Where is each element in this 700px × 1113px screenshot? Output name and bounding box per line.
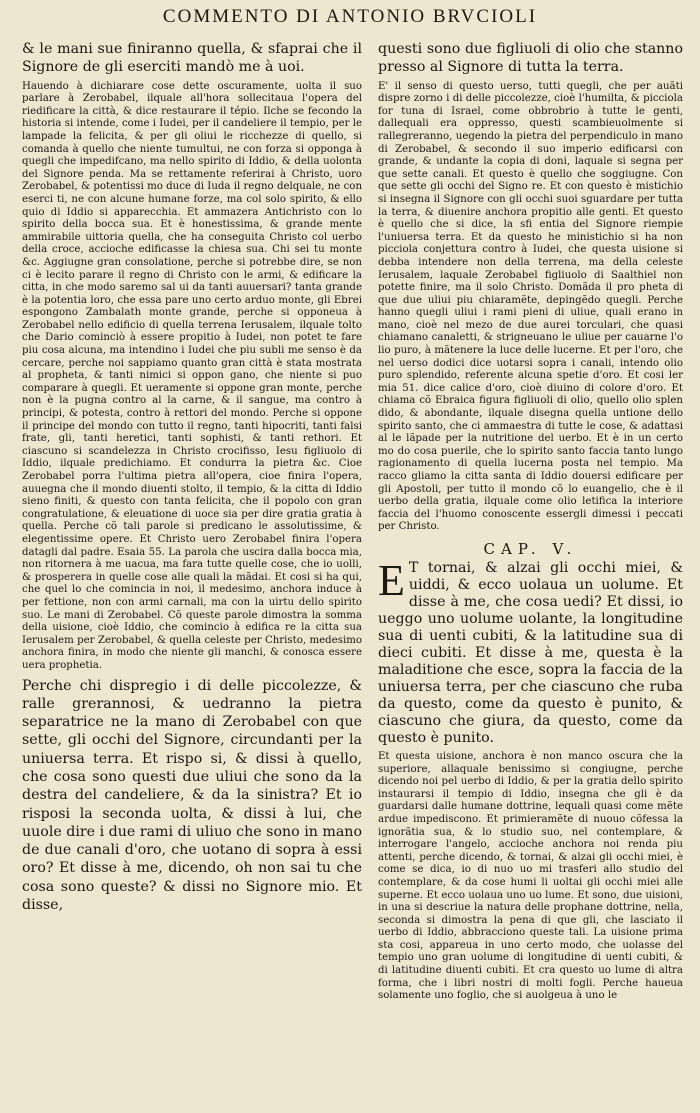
scripture-text: questi sono due figliuoli di olio che stanno presso al Signore di tutta la terra. [378, 41, 683, 76]
left-column [22, 40, 362, 918]
commentary-text: Et questa uisione, anchora è non manco oscura che la superiore, allaquale benissimo si congiugne, perche dicendo noi pel uerbo di Iddio, & per la gratia dello spirito instaurarsi il tempio di Iddio, insegna che gli è da guardarsi dalle humane dottrine, lequali quasi come mẽte ardue impediscono. Et primieramẽte di nuouo cõfessa la ignorãtia sua, & lo studio suo, nel contemplare, & interrogare l'angelo, accioche anchora noi renda piu attenti, perche dicendo, & tornai, & alzai gli occhi miei, è come se dica, io di nuo uo mi trasferi allo studio del contemplare, & da cose humi li uoltai gli occhi miei alle superne. Et ecco uolaua uno uo lume. Et sono, due uisioni, in una si descriue la natura delle prophane dottrine, nella, seconda si dimostra la pena di que gli, che lasciato il uerbo di Iddio, abbracciono queste tali. La uisione prima sta cosi, appareua in uno certo modo, che uolasse del tempio uno gran uolume di longitudine di uenti cubiti, & di latitudine diuenti cubiti. Et cra questo uo lume di altra forma, che i libri nostri di molti fogli. Perche haueua solamente uno foglio, che si auolgeua à uno le [378, 750, 683, 1002]
chapter-opening [378, 555, 683, 747]
chapter-heading: CAP. V. [483, 539, 578, 558]
commentary-text: E' il senso di questo uerso, tutti quegli, che per auãti dispre zorno i di delle piccolezze, cioè l'humilta, & picciola for tuna di Israel, come obbrobrio à tutte le genti, dallequali era oppresso, questi scambieuolmente si rallegreranno, uegendo la pietra del perpendiculo in mano di Zerobabel, & secondo il suo imperio edificarsi con grande, & undante la copia di doni, laquale si segna per que sette canali. Et questo è quello che soggiugne. Con que sette gli occhi del Signo re. Et con questo è mistichio si insegna il Signore con gli occhi suoi sguardare per tutta la terra, & diuenire anchora propitio alle genti. Et questo è quello che si dice, la sfi entia del Signore riempie l'uniuersa terra. Et da questo he ministichio si ha non picciola conjettura contro à Iudei, che questa uisione si debba intendere non della terrena, ma della celeste Ierusalem, laquale Zerobabel figliuolo di Saalthiel non potette finire, ma il solo Christo. Domãda il pro pheta di que due uliui piu chiaramẽte, depingẽdo quegli. Perche hanno quegli uliui i rami pieni di uliue, quali erano in mano, cioè nel mezo de due aurei torculari, che quasi chiamano canaletti, & strigneuano le uliue per cauarne l'o lio puro, à mãtenere la luce delle lucerne. Et per l'oro, che nel uerso dodici dice uotarsi sopra i canali, intendo olio puro splendido, referente alcuna spetie d'oro. Et cosi ler mia 51. dice calice d'oro, cioè diuino di colore d'oro. Et chiama cõ Ebraica figura figliuoli di olio, quello olio splen dido, & abondante, ilquale disegna quella untione dello spirito santo, che ci ammaestra di tutte le cose, & adattasi al le lãpade per la nutritione del uerbo. Et è in un certo mo do cosa puerile, che lo spirito santo faccia tanto lungo ragionamento di quella lucerna posta nel tempio. Ma racco gliamo la citta santa di Iddio douersi edificare per gli Apostoli, per tutto il mondo cõ lo euangelio, che è il uerbo della gratia, ilquale come olio letifica la interiore faccia del l'huomo conoscente essergli dimessi i peccati per Christo. [378, 80, 683, 533]
drop-cap: E [378, 555, 405, 605]
scripture-text: Perche chi dispregio i di delle piccolezze, & ralle grerannosi, & uedranno la pietra separatrice ne la mano di Zerobabel con que sette, gli occhi del Signore, circundanti per la uniuersa terra. Et rispo si, & dissi à quello, che cosa sono questi due uliui che sono da la destra del candeliere, & da la sinistra? Et io risposi la seconda uolta, & dissi à lui, che uuole dire i due rami di uliuo che sono in mano de due canali d'oro, che uotano di sopra à essi oro? Et disse à me, dicendo, oh non sai tu che cosa sono queste? & dissi no Signore mio. Et disse, [22, 677, 362, 914]
chapter-opening-text: T tornai, & alzai gli occhi miei, & uiddi, & ecco uolaua un uolume. Et disse à me, che cosa uedi? Et dissi, io ueggo uno uolume uolante, la longitudine sua di uenti cubiti, & la latitudine sua di dieci cubiti. Et disse à me, questa è la maladitione che esce, sopra la faccia de la uniuersa terra, per che ciascuno che ruba da questo, come da questo è punito, & ciascuno che giura, da questo, come da questo è punito. [378, 559, 683, 746]
commentary-text: Hauendo à dichiarare cose dette oscuramente, uolta il suo parlare à Zerobabel, ilquale all'hora sollecitaua l'opera del riedificare la città, & dice restaurare il tépio. Ilche se fecondo la historia si intende, come i Iudei, per il candeliere il tempio, per le lampade la felicita, & per gli oliui le ricchezze di quello, si comanda à quello che niente tumultui, ne con forza si opponga à quegli che impedifcano, ma nello spirito di Iddio, & della uolonta del Signore penda. Ma se rettamente referirai à Christo, uoro Zerobabel, & potentissi mo duce di Iuda il regno delquale, ne con eserci ti, ne con alcune humane forze, ma col solo spirito, & ello quio di Iddio si apparecchia. Et ammazera Antichristo con lo spirito della bocca sua. Et è honestissima, & grande mente ammirabile uittoria quella, che ha conseguita Christo col uerbo della croce, accioche edificasse la chiesa sua. Chi sei tu monte &c. Aggiugne gran consolatione, perche si potrebbe dire, se non ci è lecito parare il regno di Christo con le armi, & edificare la citta, in che modo saremo sal ui da tanti auuersari? tanta grande è la potentia loro, che essa pare uno certo arduo monte, gli Ebrei espongono Zambalath monte grande, perche si opponeua à Zerobabel nello edificio di quella terrena Ierusalem, ilquale tolto che Dario cominciò à essere propitio à Iudei, non potet te fare piu cosa alcuna, ma intendino i Iudei che piu subli me senso è da cercare, perche noi sappiamo quanto gran città è stata mostrata al propheta, & tanti nimici si oppon gano, che niente si puo comparare à quegli. Et ueramente si oppone gran monte, perche non è la pugna contro al la carne, & il sangue, ma contro à principi, & potesta, contro à rettori del mondo. Perche si oppone il principe del mondo con tutto il regno, tanti hipocriti, tanti falsi frate, gli, tanti heretici, tanti sophisti, & tanti rethori. Et ciascuno si scandelezza in Christo crocifisso, Iesu figliuolo di Iddio, ilquale predichiamo. Et condurra la pietra &c. Cioe Zerobabel porra l'ultima pietra all'opera, cioe finira l'opera, auuegna che il mondo diuenti stolto, il tempio, & la citta di Iddio sieno finiti, & questo con tanta felicita, che il popolo con gran congratulatione, & eleuatione di uoce sia per dire gratia gratia à quella. Perche cõ tali parole si predicano le assolutissime, & elegentissime opere. Et Christo uero Zerobabel finira l'opera datagli dal padre. Esaia 55. La parola che uscira dalla bocca mia, non ritornera à me uacua, ma fara tutte quelle cose, che io uolli, & prosperera in quelle cose alle quali la mãdai. Et cosi si ha qui, che quel lo che comincia in noi, il medesimo, anchora induce à per fettione, non con armi carnali, ma con la uirtu dello spirito suo. Le mani di Zerobabel. Cõ queste parole dimostra la somma della uisione, cioè Iddio, che comincio à edifica re la citta sua Ierusalem per Zerobabel, & quella celeste per Christo, medesimo anchora finira, in modo che niente gli manchi, & conosca essere uera prophetia. [22, 80, 362, 671]
scripture-text: & le mani sue finiranno quella, & sfaprai che il Signore de gli eserciti mandò me à uoi. [22, 41, 362, 76]
right-column [378, 40, 683, 1007]
running-header: COMMENTO DI ANTONIO BRVCIOLI [162, 6, 538, 27]
